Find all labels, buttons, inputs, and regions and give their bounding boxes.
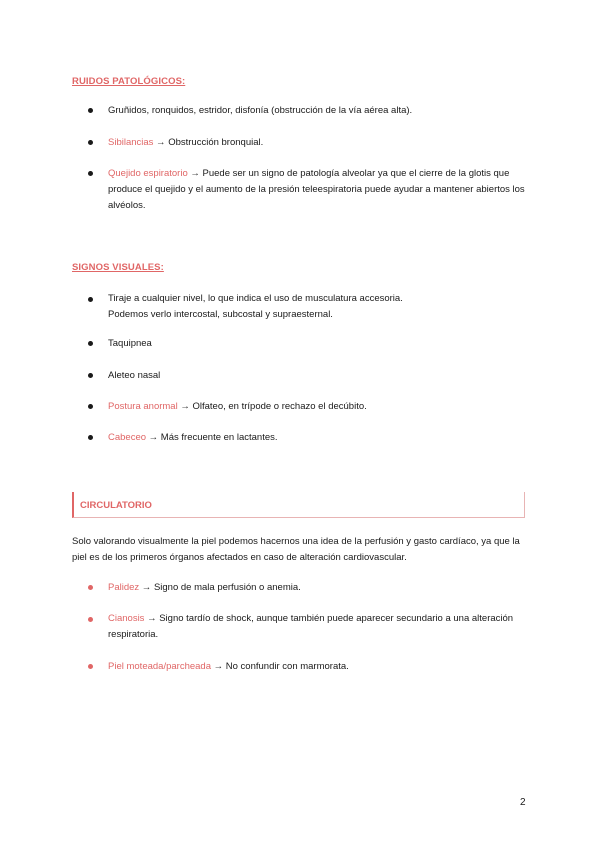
list-item	[108, 135, 533, 151]
item-text: → Signo tardío de shock, aunque también puede aparecer secundario a una alteración respiratoria.	[108, 613, 514, 640]
section-header-box	[72, 492, 525, 518]
section-title: CIRCULATORIO	[80, 500, 152, 511]
item-term: Postura anormal	[108, 401, 178, 412]
list-item	[108, 336, 533, 352]
list-item	[108, 580, 533, 596]
bullet-icon	[88, 341, 93, 346]
item-text: → No confundir con marmorata.	[211, 661, 349, 672]
item-text: → Signo de mala perfusión o anemia.	[139, 582, 301, 593]
list-item	[108, 368, 533, 384]
bullet-icon	[88, 585, 93, 590]
bullet-icon	[88, 435, 93, 440]
list-item	[108, 611, 533, 643]
item-text: Gruñidos, ronquidos, estridor, disfonía (obstrucción de la vía aérea alta).	[108, 105, 413, 116]
bullet-icon	[88, 617, 93, 622]
list-item	[108, 166, 533, 214]
item-text: → Puede ser un signo de patología alveolar ya que el cierre de la glotis que produce el quejido y el aumento de la presión teleespiratoria puede ayudar a mantener abiertos los alvéolos.	[108, 168, 525, 211]
item-term: Quejido espiratorio	[108, 168, 188, 179]
item-text: → Obstrucción bronquial.	[153, 137, 264, 148]
bullet-icon	[88, 140, 93, 145]
list-item	[108, 103, 533, 119]
item-term: Cianosis	[108, 613, 145, 624]
signos-heading: SIGNOS VISUALES:	[72, 262, 164, 273]
bullet-icon	[88, 664, 93, 669]
list-item	[108, 659, 533, 675]
item-text-continued: Podemos verlo intercostal, subcostal y supraesternal.	[108, 309, 333, 320]
item-term: Sibilancias	[108, 137, 154, 148]
ruidos-heading: RUIDOS PATOLÓGICOS:	[72, 76, 186, 87]
list-item	[108, 430, 533, 446]
bullet-icon	[88, 108, 93, 113]
item-term: Piel moteada/parcheada	[108, 661, 211, 672]
item-text: → Olfateo, en trípode o rechazo el decúbito.	[177, 401, 367, 412]
list-item	[108, 291, 533, 323]
bullet-icon	[88, 373, 93, 378]
bullet-icon	[88, 404, 93, 409]
item-text: → Más frecuente en lactantes.	[146, 432, 278, 443]
item-text: Tiraje a cualquier nivel, lo que indica el uso de musculatura accesoria.	[108, 293, 403, 304]
page-number: 2	[520, 797, 526, 808]
bullet-icon	[88, 297, 93, 302]
item-text: Aleteo nasal	[108, 370, 161, 381]
intro-paragraph: Solo valorando visualmente la piel podemos hacernos una idea de la perfusión y gasto cardíaco, ya que la piel es de los primeros órganos afectados en caso de alteración cardiovascular.	[72, 536, 520, 563]
item-term: Cabeceo	[108, 432, 147, 443]
list-item	[108, 399, 533, 415]
item-term: Palidez	[108, 582, 140, 593]
item-text: Taquipnea	[108, 338, 152, 349]
bullet-icon	[88, 171, 93, 176]
